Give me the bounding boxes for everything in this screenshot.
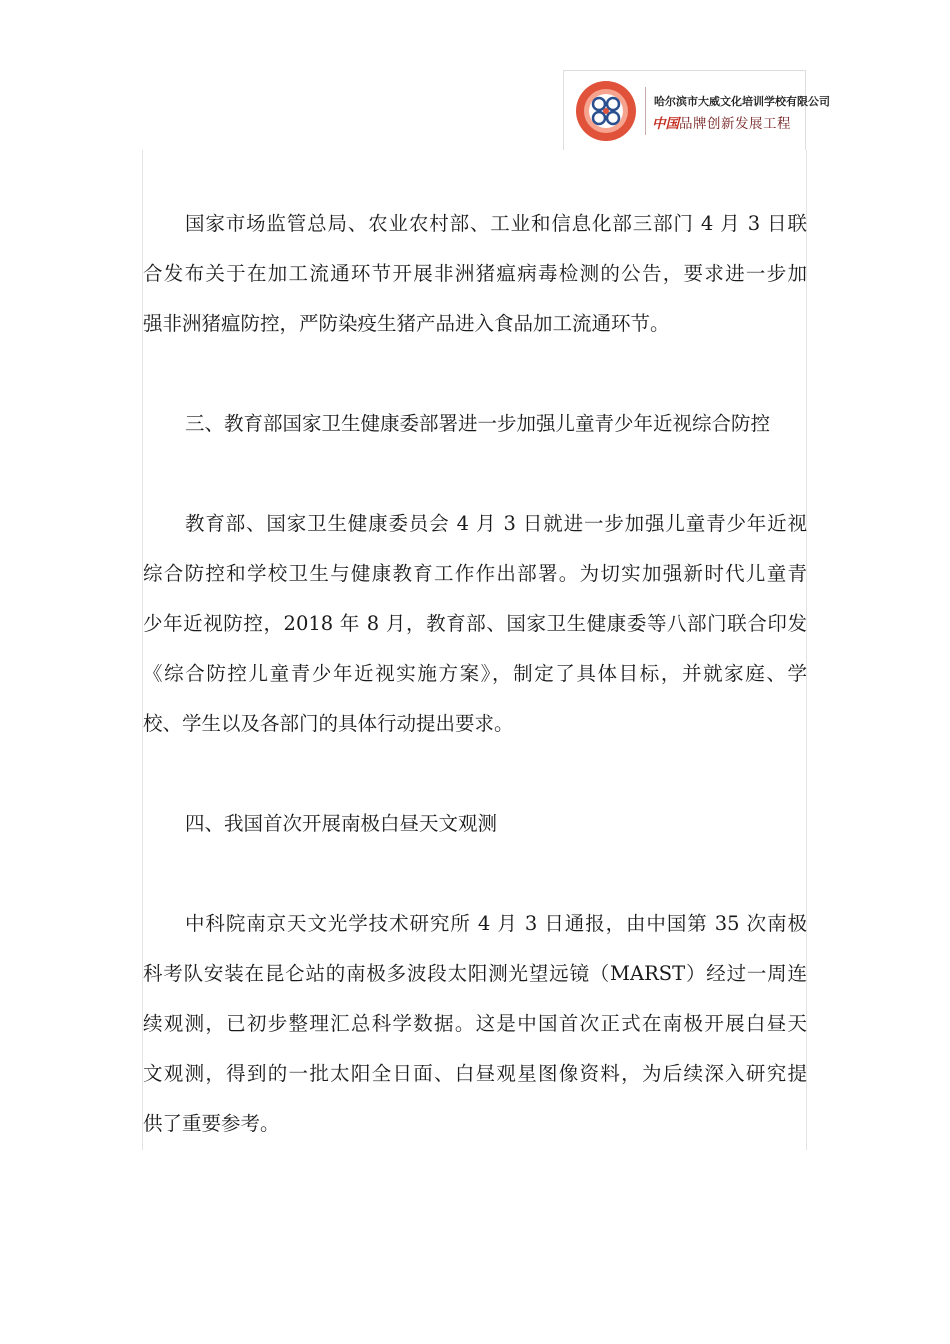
paragraph-swine-fever	[143, 199, 807, 349]
slogan-prefix: 中国	[652, 116, 679, 132]
paragraph-line: 合发布关于在加工流通环节开展非洲猪瘟病毒检测的公告，要求进一步加	[143, 262, 807, 285]
brand-emblem-icon	[574, 79, 638, 143]
paragraph-line: 校、学生以及各部门的具体行动提出要求。	[143, 712, 514, 735]
paragraph-antarctic	[143, 899, 807, 1149]
paragraph-line: 少年近视防控，2018 年 8 月，教育部、国家卫生健康委等八部门联合印发	[143, 612, 807, 635]
brand-slogan	[652, 112, 791, 132]
paragraph-line: 文观测，得到的一批太阳全日面、白昼观星图像资料，为后续深入研究提	[143, 1062, 807, 1085]
paragraph-line: 中科院南京天文光学技术研究所 4 月 3 日通报，由中国第 35 次南极	[185, 912, 807, 935]
paragraph-myopia	[143, 499, 807, 749]
company-name: 哈尔滨市大威文化培训学校有限公司	[654, 95, 830, 108]
paragraph-line: 科考队安装在昆仑站的南极多波段太阳测光望远镜（MARST）经过一周连	[143, 962, 807, 985]
paragraph-line: 教育部、国家卫生健康委员会 4 月 3 日就进一步加强儿童青少年近视	[185, 512, 807, 535]
paragraph-line: 供了重要参考。	[143, 1112, 280, 1135]
paragraph-line: 综合防控和学校卫生与健康教育工作作出部署。为切实加强新时代儿童青	[143, 562, 807, 585]
header-logo	[563, 70, 830, 150]
paragraph-line: 《综合防控儿童青少年近视实施方案》，制定了具体目标，并就家庭、学	[143, 662, 807, 685]
section-heading-3: 三、教育部国家卫生健康委部署进一步加强儿童青少年近视综合防控	[185, 412, 771, 435]
logo-divider	[645, 87, 646, 135]
paragraph-line: 续观测，已初步整理汇总科学数据。这是中国首次正式在南极开展白昼天	[143, 1012, 807, 1035]
paragraph-line: 强非洲猪瘟防控，严防染疫生猪产品进入食品加工流通环节。	[143, 312, 670, 335]
section-heading-4: 四、我国首次开展南极白昼天文观测	[185, 812, 498, 835]
paragraph-line: 国家市场监管总局、农业农村部、工业和信息化部三部门 4 月 3 日联	[185, 212, 807, 235]
slogan-rest: 品牌创新发展工程	[679, 116, 791, 132]
